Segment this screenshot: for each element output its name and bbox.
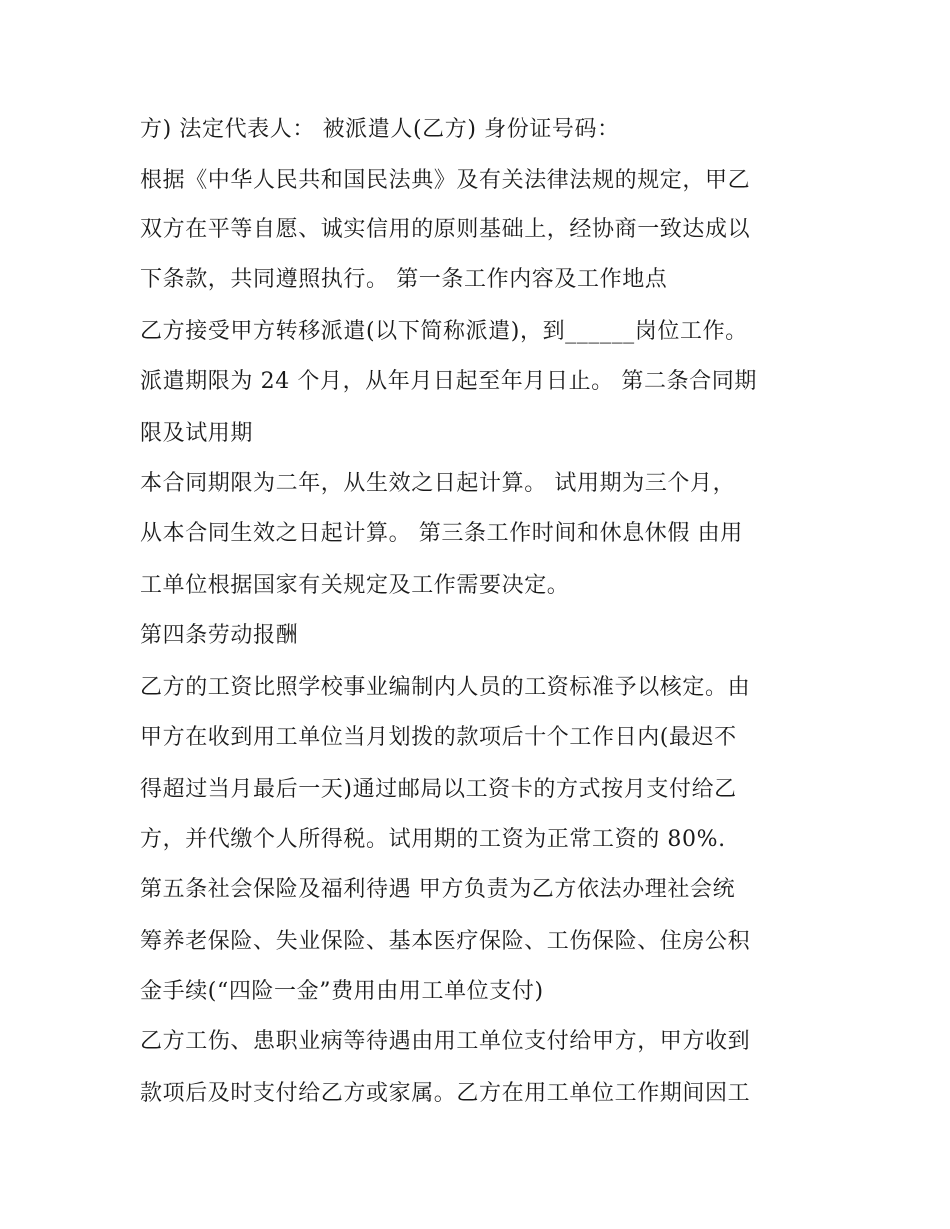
text-line: 乙方接受甲方转移派遣(以下简称派遣)，到______岗位工作。: [140, 319, 748, 344]
text-line: 筹养老保险、失业保险、基本医疗保险、工伤保险、住房公积: [140, 929, 751, 954]
text-line: 工单位根据国家有关规定及工作需要决定。: [140, 573, 570, 598]
text-line: 方，并代缴个人所得税。试用期的工资为正常工资的 80%.: [140, 827, 726, 852]
text-line: 得超过当月最后一天)通过邮局以工资卡的方式按月支付给乙: [140, 777, 737, 802]
text-line: 本合同期限为二年，从生效之日起计算。 试用期为三个月，: [140, 471, 736, 496]
text-line: 第五条社会保险及福利待遇 甲方负责为乙方依法办理社会统: [140, 877, 736, 902]
text-line: 乙方的工资比照学校事业编制内人员的工资标准予以核定。由: [140, 675, 751, 700]
text-line: 派遣期限为 24 个月，从年月日起至年月日止。 第二条合同期: [140, 369, 757, 394]
text-line: 方) 法定代表人： 被派遣人(乙方) 身份证号码：: [140, 117, 620, 142]
text-line: 根据《中华人民共和国民法典》及有关法律法规的规定，甲乙: [140, 168, 751, 193]
text-line: 限及试用期: [140, 421, 254, 446]
text-line: 乙方工伤、患职业病等待遇由用工单位支付给甲方，甲方收到: [140, 1029, 751, 1054]
text-line: 下条款，共同遵照执行。 第一条工作内容及工作地点: [140, 267, 668, 292]
section-heading: 第四条劳动报酬: [140, 623, 299, 648]
text-line: 甲方在收到用工单位当月划拨的款项后十个工作日内(最迟不: [140, 725, 737, 750]
text-line: 款项后及时支付给乙方或家属。乙方在用工单位工作期间因工: [140, 1081, 751, 1106]
text-line: 双方在平等自愿、诚实信用的原则基础上，经协商一致达成以: [140, 217, 751, 242]
text-line: 金手续(“四险一金”费用由用工单位支付): [140, 979, 544, 1004]
text-line: 从本合同生效之日起计算。 第三条工作时间和休息休假 由用: [140, 521, 743, 546]
